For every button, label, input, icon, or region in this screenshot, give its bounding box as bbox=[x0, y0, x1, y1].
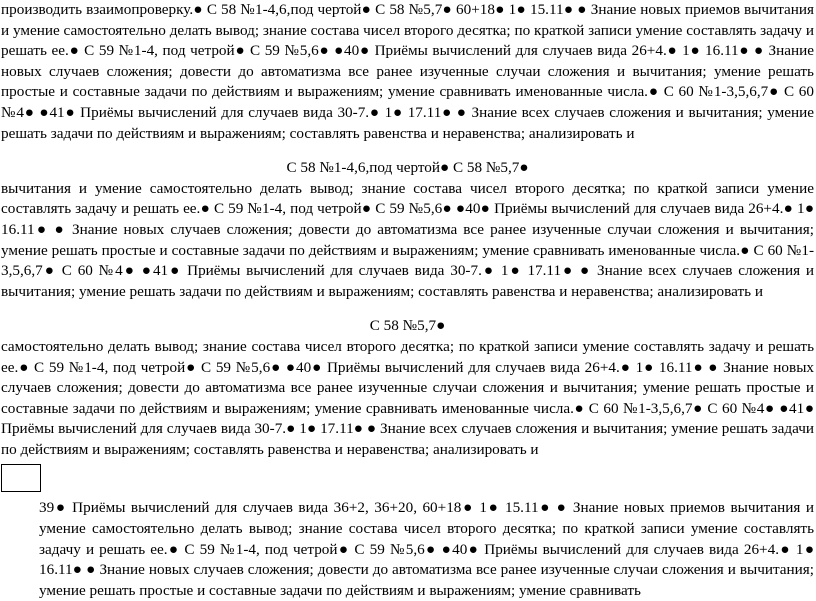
empty-table-cell bbox=[1, 464, 41, 492]
lesson-plan-paragraph-1: производить взаимопроверку.● С 58 №1-4,6,под чертой● С 58 №5,7● 60+18● 1● 15.11● ● Знание новых приемов вычитания и умение самостоятельно делать вывод; знание состава чисел второго десятка; по краткой записи умение составлять задачу и решать ее.● С 59 №1-4, под четрой● С 59 №5,6● ●40● Приёмы вычислений для случаев вида 26+4.● 1● 16.11● ● Знание новых случаев сложения; довести до автоматизма все ранее изученные случаи сложения и вычитания; умение решать простые и составные задачи по действиям и выражениям; умение сравнивать именованные числа.● С 60 №1-3,5,6,7● С 60 №4● ●41● Приёмы вычислений для случаев вида 30-7.● 1● 17.11● ● Знание всех случаев сложения и вычитания; умение решать задачи по действиям и выражениям; составлять равенства и неравенства; анализировать и bbox=[1, 1, 814, 142]
spacer bbox=[1, 144, 814, 158]
lesson-plan-paragraph-3: самостоятельно делать вывод; знание состава чисел второго десятка; по краткой записи умение составлять задачу и решать ее.● С 59 №1-4, под четрой● С 59 №5,6● ●40● Приёмы вычислений для случаев вида 26+4.● 1● 16.11● ● Знание новых случаев сложения; довести до автоматизма все ранее изученные случаи сложения и вычитания; умение решать простые и составные задачи по действиям и выражениям; умение сравнивать именованные числа.● С 60 №1-3,5,6,7● С 60 №4● ●41● Приёмы вычислений для случаев вида 30-7.● 1● 17.11● ● Знание всех случаев сложения и вычитания; умение решать задачи по действиям и выражениям; составлять равенства и неравенства; анализировать и bbox=[1, 337, 814, 458]
section-heading-2: С 58 №5,7● bbox=[369, 317, 446, 335]
section-heading-1: С 58 №1-4,6,под чертой● С 58 №5,7● bbox=[286, 159, 529, 177]
spacer bbox=[1, 302, 814, 316]
lesson-plan-paragraph-4: 39● Приёмы вычислений для случаев вида 36+2, 36+20, 60+18● 1● 15.11● ● Знание новых приемов вычитания и умение самостоятельно делать вывод; знание состава чисел второго десятка; по краткой записи умение составлять задачу и решать ее.● С 59 №1-4, под четрой● С 59 №5,6● ●40● Приёмы вычислений для случаев вида 26+4.● 1● 16.11● ● Знание новых случаев сложения; довести до автоматизма все ранее изученные случаи сложения и вычитания; умение решать простые и составные задачи по действиям и выражениям; умение сравнивать bbox=[39, 499, 814, 599]
lesson-plan-paragraph-2: вычитания и умение самостоятельно делать вывод; знание состава чисел второго десятка; по краткой записи умение составлять задачу и решать ее.● С 59 №1-4, под четрой● С 59 №5,6● ●40● Приёмы вычислений для случаев вида 26+4.● 1● 16.11● ● Знание новых случаев сложения; довести до автоматизма все ранее изученные случаи сложения и вычитания; умение решать простые и составные задачи по действиям и выражениям; умение сравнивать именованные числа.● С 60 №1-3,5,6,7● С 60 №4● ●41● Приёмы вычислений для случаев вида 30-7.● 1● 17.11● ● Знание всех случаев сложения и вычитания; умение решать задачи по действиям и выражениям; составлять равенства и неравенства; анализировать и bbox=[1, 179, 814, 300]
